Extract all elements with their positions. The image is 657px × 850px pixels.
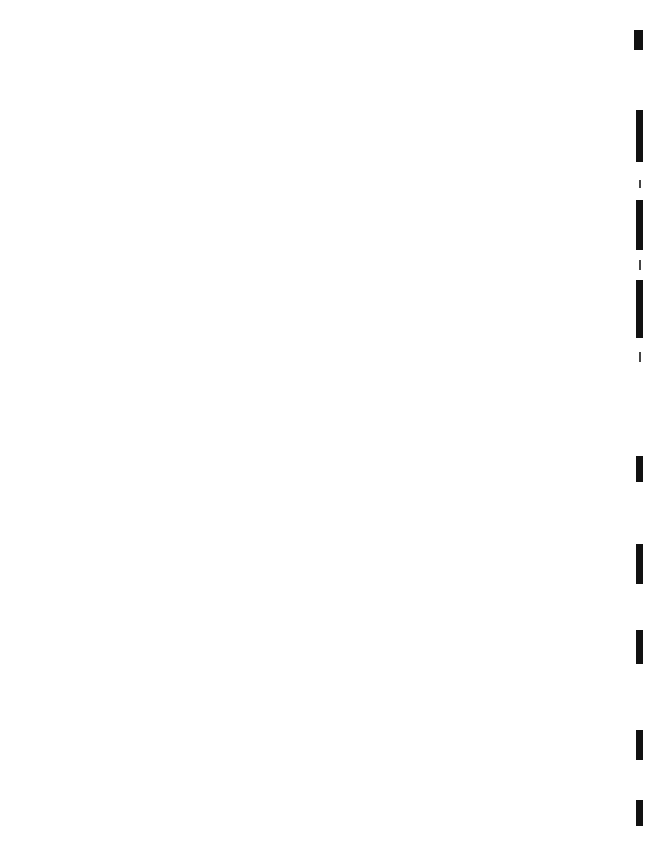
right-edge-mark xyxy=(639,260,641,270)
bottom-border xyxy=(0,826,645,836)
top-border xyxy=(0,28,645,38)
right-edge-mark xyxy=(634,30,643,50)
right-edge-mark xyxy=(639,352,641,362)
right-edge-mark xyxy=(636,456,643,482)
right-edge-marks xyxy=(633,30,657,830)
right-edge-mark xyxy=(636,110,643,162)
right-edge-mark xyxy=(636,800,643,826)
right-edge-mark xyxy=(639,180,641,188)
right-edge-mark xyxy=(636,544,643,584)
right-edge-mark xyxy=(636,730,643,760)
right-edge-mark xyxy=(636,200,643,250)
left-border xyxy=(0,40,12,826)
right-edge-mark xyxy=(636,280,643,338)
right-edge-mark xyxy=(636,630,643,664)
